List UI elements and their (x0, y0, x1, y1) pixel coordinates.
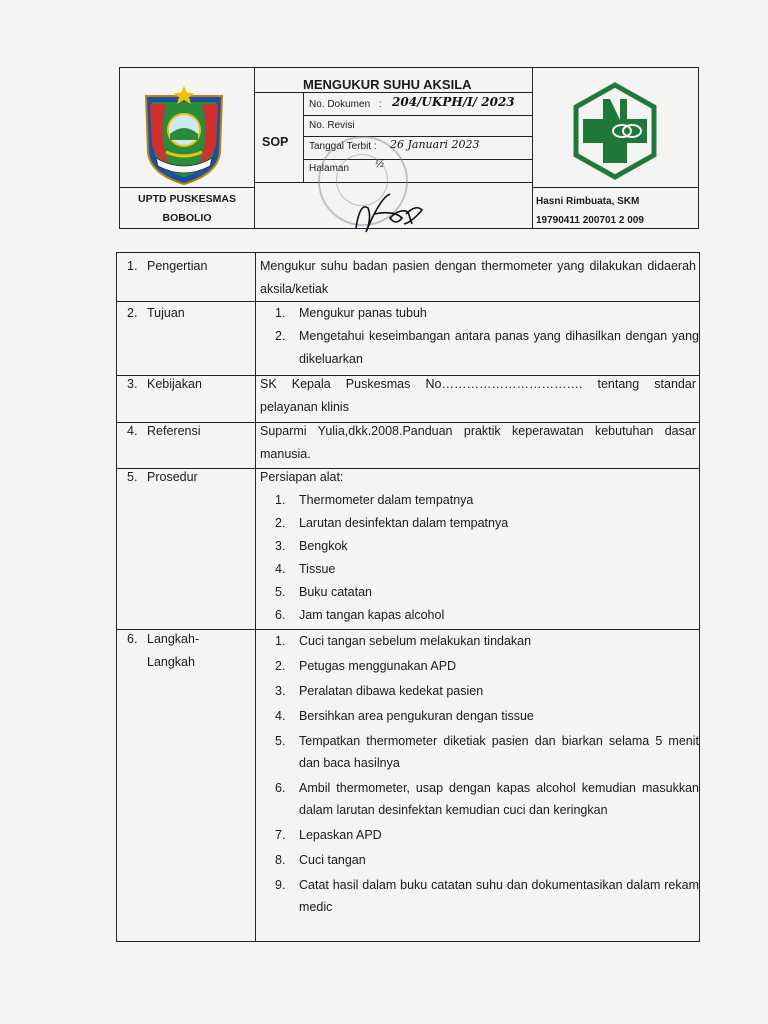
list-item: 6. Ambil thermometer, usap dengan kapas alcohol kemudian masukkan dalam larutan desinfektan kemudian cuci dan keringkan (275, 781, 699, 817)
prosedur-intro: Persiapan alat: (260, 470, 344, 484)
prosedur-list (275, 489, 699, 627)
list-item: 1. Thermometer dalam tempatnya (275, 493, 474, 507)
section-number: 3. (127, 377, 138, 391)
section-number: 4. (127, 424, 138, 438)
sop-content-table (116, 252, 700, 942)
section-label-text-line2: Langkah (147, 655, 195, 669)
institution-name-line2: BOBOLIO (162, 212, 212, 224)
list-item: 5. Buku catatan (275, 585, 372, 599)
puskesmas-logo (572, 82, 658, 180)
section-number: 1. (127, 259, 138, 273)
langkah-list (275, 630, 699, 918)
section-label-prosedur (127, 466, 198, 489)
list-item: 3. Peralatan dibawa kedekat pasien (275, 684, 484, 698)
document-title: MENGUKUR SUHU AKSILA (303, 77, 472, 92)
list-item: 6. Jam tangan kapas alcohol (275, 608, 445, 622)
sop-header-table (119, 67, 699, 229)
list-item: 4. Bersihkan area pengukuran dengan tissue (275, 709, 534, 723)
institution-name (120, 190, 254, 228)
field-no-revisi (309, 120, 355, 131)
section-label-text: Prosedur (147, 470, 198, 484)
field-label: No. Dokumen (309, 99, 371, 110)
regency-emblem-logo (140, 82, 228, 186)
head-official-nip: 19790411 200701 2 009 (536, 215, 644, 226)
head-official-name: Hasni Rimbuata, SKM (536, 196, 640, 207)
list-item: 2. Larutan desinfektan dalam tempatnya (275, 516, 509, 530)
list-item: 9. Catat hasil dalam buku catatan suhu dan dokumentasikan dalam rekam medic (275, 878, 699, 914)
list-item: 2. Mengetahui keseimbangan antara panas yang dihasilkan dengan yang dikeluarkan (275, 329, 699, 366)
field-label: Halaman (309, 163, 350, 174)
section-number: 6. (127, 632, 138, 646)
section-label-referensi (127, 420, 201, 443)
section-number: 2. (127, 306, 138, 320)
section-label-langkah (127, 628, 199, 674)
list-item: 3. Bengkok (275, 539, 348, 553)
field-label: Tanggal Terbit (309, 141, 372, 152)
list-item: 7. Lepaskan APD (275, 828, 382, 842)
list-item: 4. Tissue (275, 562, 336, 576)
field-no-dokumen (309, 99, 382, 110)
section-text-referensi: Suparmi Yulia,dkk.2008.Panduan praktik keperawatan kebutuhan dasar manusia. (260, 424, 696, 461)
field-label: No. Revisi (309, 120, 355, 131)
list-item: 1. Cuci tangan sebelum melakukan tindakan (275, 634, 532, 648)
field-value-handwritten: 26 Januari 2023 (390, 138, 480, 151)
field-value-handwritten: 204/UKPH/I/ 2023 (392, 95, 515, 109)
signature-mark (350, 188, 430, 238)
section-label-text: Kebijakan (147, 377, 202, 391)
list-item: 2. Petugas menggunakan APD (275, 659, 457, 673)
list-item: 8. Cuci tangan (275, 853, 366, 867)
section-text-kebijakan: SK Kepala Puskesmas No……………………………. tentang standar pelayanan klinis (260, 377, 696, 414)
institution-name-line1: UPTD PUSKESMAS (137, 193, 236, 205)
section-label-text: Pengertian (147, 259, 208, 273)
field-value-handwritten: ½ (375, 159, 385, 170)
section-text-pengertian: Mengukur suhu badan pasien dengan thermometer yang dilakukan didaerah aksila/ketiak (260, 259, 696, 296)
field-separator: : (378, 99, 382, 110)
section-number: 5. (127, 470, 138, 484)
list-item: 5. Tempatkan thermometer diketiak pasien dan biarkan selama 5 menit dan baca hasilnya (275, 734, 699, 770)
section-label-kebijakan (127, 373, 202, 396)
section-label-tujuan (127, 302, 185, 325)
section-label-text: Tujuan (147, 306, 185, 320)
head-official (536, 192, 644, 230)
list-item: 1. Mengukur panas tubuh (275, 306, 427, 320)
sop-label: SOP (262, 135, 289, 149)
section-label-pengertian (127, 255, 207, 278)
field-separator: : (373, 141, 377, 152)
tujuan-list (275, 302, 699, 371)
section-label-text: Referensi (147, 424, 201, 438)
section-label-text: Langkah- (147, 632, 200, 646)
